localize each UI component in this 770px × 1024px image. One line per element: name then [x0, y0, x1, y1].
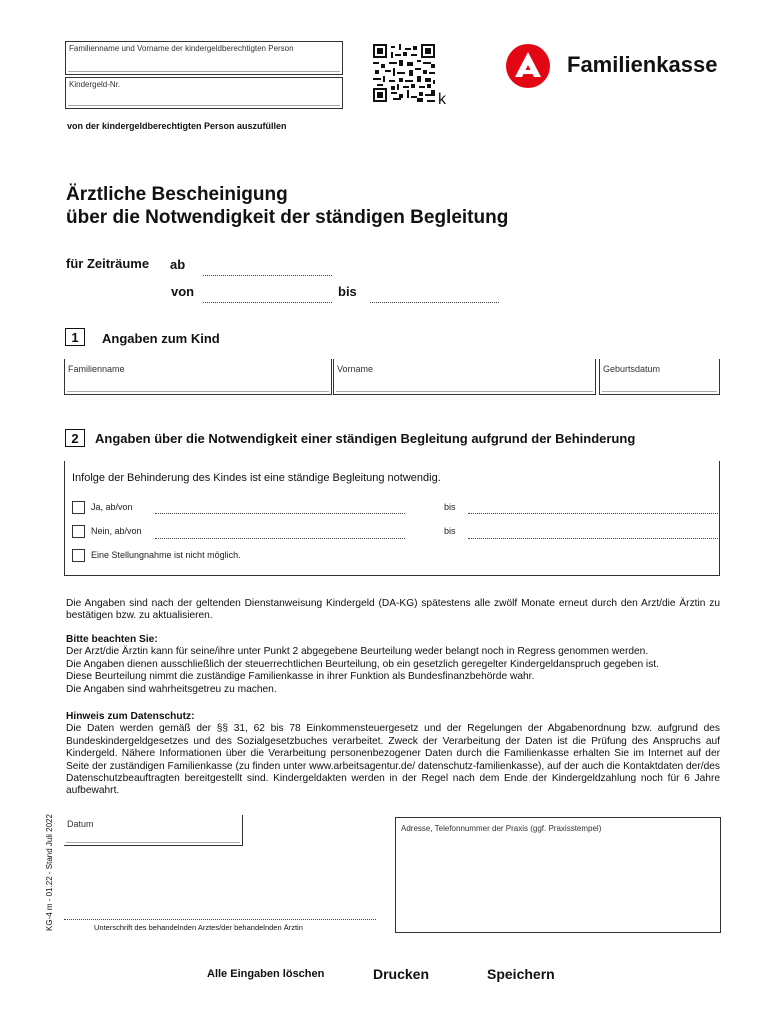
note-3: Diese Beurteilung nimmt die zuständige Familienkasse in ihrer Funktion als Bundesfinanzbehörde wahr. [66, 671, 535, 683]
child-birthdate-label: Geburtsdatum [603, 364, 661, 374]
period-von-input[interactable] [203, 286, 332, 303]
header-instruction: von der kindergeldberechtigten Person auszufüllen [67, 121, 287, 131]
notes-block [66, 634, 720, 696]
option-nein-to-line[interactable] [468, 538, 718, 539]
child-birthdate-input[interactable] [602, 378, 717, 392]
child-lastname-label: Familienname [68, 364, 125, 374]
save-button[interactable]: Speichern [487, 966, 555, 982]
section-2-panel [64, 461, 720, 576]
period-bis-label: bis [338, 284, 357, 299]
note-4: Die Angaben sind wahrheitsgetreu zu machen. [66, 683, 277, 695]
brand-name: Familienkasse [567, 52, 718, 77]
period-von-label: von [171, 284, 195, 299]
child-firstname-input[interactable] [336, 378, 593, 392]
kindergeld-nr-field[interactable] [65, 77, 343, 109]
page-title [66, 183, 508, 229]
practice-address-field[interactable] [395, 817, 721, 933]
section-2-number: 2 [65, 429, 85, 447]
clear-inputs-button[interactable]: Alle Eingaben löschen [207, 968, 325, 980]
signature-line[interactable] [64, 919, 376, 920]
option-ja-bis-label: bis [444, 502, 456, 512]
period-ab-label: ab [170, 257, 186, 272]
option-ja-label: Ja, ab/von [91, 502, 133, 512]
kindergeld-nr-input[interactable] [68, 92, 340, 106]
title-line-1: Ärztliche Bescheinigung [66, 184, 288, 205]
section-2-statement: Infolge der Behinderung des Kindes ist eine ständige Begleitung notwendig. [72, 472, 441, 484]
option-none-checkbox[interactable] [72, 549, 85, 562]
note-1: Der Arzt/die Ärztin kann für seine/ihre unter Punkt 2 abgegebene Beurteilung weder belangt noch in Regress genommen werden. [66, 646, 649, 658]
option-nein-bis-label: bis [444, 526, 456, 536]
child-birthdate-field[interactable] [599, 359, 720, 395]
child-lastname-field[interactable] [64, 359, 332, 395]
parent-name-input[interactable] [68, 58, 340, 72]
form-code-vertical: KG-4 m - 01.22 - Stand Juli 2022 [45, 814, 54, 931]
option-ja-to-line[interactable] [468, 513, 718, 514]
option-none-label: Eine Stellungnahme ist nicht möglich. [91, 550, 241, 560]
date-field[interactable] [64, 815, 243, 846]
signature-label: Unterschrift des behandelnden Arztes/der behandelnden Ärztin [94, 923, 303, 932]
note-2: Die Angaben dienen ausschließlich der steuerrechtlichen Beurteilung, ob ein gesetzlich geregelter Kindergeldanspruch gegeben ist. [66, 658, 659, 670]
period-bis-input[interactable] [370, 286, 499, 303]
notes-title: Bitte beachten Sie: [66, 634, 158, 645]
k-mark: k [438, 91, 446, 108]
date-input[interactable] [66, 829, 240, 843]
print-button[interactable]: Drucken [373, 966, 430, 982]
period-ab-input[interactable] [203, 259, 332, 276]
option-nein-checkbox[interactable] [72, 525, 85, 538]
section-2-title: Angaben über die Notwendigkeit einer ständigen Begleitung aufgrund der Behinderung [95, 431, 636, 446]
period-label: für Zeiträume [66, 256, 150, 271]
option-nein-label: Nein, ab/von [91, 526, 142, 536]
option-ja-checkbox[interactable] [72, 501, 85, 514]
privacy-block [66, 711, 720, 798]
section-1-number: 1 [65, 328, 85, 346]
validity-paragraph: Die Angaben sind nach der geltenden Dienstanweisung Kindergeld (DA-KG) spätestens alle zwölf Monate erneut durch den Arzt/die Ärztin zu bestätigen bzw. zu aktualisieren. [66, 598, 720, 622]
kindergeld-nr-label: Kindergeld-Nr. [69, 80, 121, 89]
qr-code [373, 44, 435, 102]
title-line-2: über die Notwendigkeit der ständigen Begleitung [66, 207, 509, 228]
section-1-title: Angaben zum Kind [102, 331, 220, 346]
child-lastname-input[interactable] [67, 378, 329, 392]
familienkasse-logo-icon [505, 43, 551, 89]
parent-name-field[interactable] [65, 41, 343, 75]
date-label: Datum [67, 819, 94, 829]
child-firstname-field[interactable] [333, 359, 596, 395]
parent-name-label: Familienname und Vorname der kindergeldberechtigten Person [69, 44, 294, 53]
privacy-title: Hinweis zum Datenschutz: [66, 711, 195, 722]
privacy-body: Die Daten werden gemäß der §§ 31, 62 bis 78 Einkommensteuergesetz und der Regelungen der Abgabenordnung bzw. aufgrund des Bundeskindergeldgesetzes und des Sozialgesetzbuches verarbeitet. Zweck der Verarbeitung der Daten ist die Prüfung des Anspruchs auf Kindergeld. Nähere Informationen über die Verarbeitung personenbezogener Daten durch die Familienkasse erhalten Sie im Internet auf der Seite der zuständigen Familienkasse (zu finden unter www.arbeitsagentur.de/ datenschutz-familienkasse), auf der auch die Kontaktdaten der/des Datenschutzbeauftragten bereitgestellt sind. Kindergeldakten werden in der Regel nach dem Ende der Kindergeldzahlung noch für 6 Jahre aufbewahrt. [66, 723, 720, 797]
option-nein-from-line[interactable] [155, 538, 405, 539]
child-firstname-label: Vorname [337, 364, 374, 374]
option-ja-from-line[interactable] [155, 513, 405, 514]
practice-address-label: Adresse, Telefonnummer der Praxis (ggf. Praxisstempel) [401, 824, 602, 833]
